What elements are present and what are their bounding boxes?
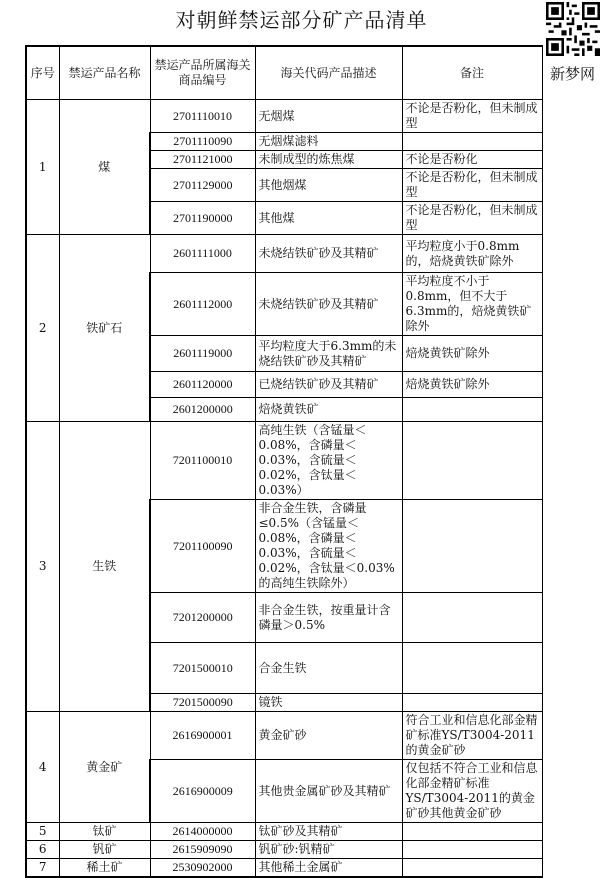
product-name-cell: 煤 [59,100,150,235]
note-cell: 不论是否粉化 [402,151,542,169]
note-cell [402,643,542,694]
code-cell: 2601120000 [150,372,255,398]
code-cell: 2601119000 [150,336,255,372]
code-cell: 2614000000 [150,823,255,841]
code-cell: 2616900001 [150,712,255,760]
table-row [26,841,542,859]
code-cell: 2601200000 [150,398,255,422]
table-row [26,235,542,273]
seq-cell: 4 [26,712,59,823]
note-cell: 平均粒度不小于0.8mm，但不大于6.3mm的，焙烧黄铁矿除外 [402,273,542,336]
code-cell: 7201200000 [150,593,255,643]
table-header-row [26,46,542,100]
header-seq: 序号 [26,46,59,100]
note-cell [402,859,542,878]
page-title: 对朝鲜禁运部分矿产品清单 [175,8,428,32]
product-name-cell: 铁矿石 [59,235,150,422]
note-cell [402,694,542,712]
qr-code-icon [546,2,600,56]
note-cell [402,133,542,151]
desc-cell: 合金生铁 [255,643,402,694]
seq-cell: 7 [26,859,59,878]
desc-cell: 镜铁 [255,694,402,712]
note-cell [402,500,542,593]
note-cell: 符合工业和信息化部金精矿标准YS/T3004-2011的黄金矿砂 [402,712,542,760]
header-note: 备注 [402,46,542,100]
brand-label: 新梦网 [549,65,595,83]
product-name-cell: 稀土矿 [59,859,150,878]
product-name-cell: 黄金矿 [59,712,150,823]
note-cell: 焙烧黄铁矿除外 [402,336,542,372]
desc-cell: 钛矿砂及其精矿 [255,823,402,841]
desc-cell: 无烟煤 [255,100,402,133]
desc-cell: 其他贵金属矿砂及其精矿 [255,760,402,823]
desc-cell: 已烧结铁矿砂及其精矿 [255,372,402,398]
code-cell: 2701129000 [150,169,255,202]
code-cell: 2616900009 [150,760,255,823]
code-cell: 2601111000 [150,235,255,273]
desc-cell: 钒矿砂:钒精矿 [255,841,402,859]
note-cell [402,841,542,859]
desc-cell: 黄金矿砂 [255,712,402,760]
code-cell: 7201500010 [150,643,255,694]
seq-cell: 3 [26,422,59,712]
desc-cell: 其他稀土金属矿 [255,859,402,878]
table-row [26,823,542,841]
note-cell [402,398,542,422]
note-cell: 焙烧黄铁矿除外 [402,372,542,398]
code-cell: 2615909090 [150,841,255,859]
desc-cell: 其他烟煤 [255,169,402,202]
product-name-cell: 钛矿 [59,823,150,841]
code-cell: 2530902000 [150,859,255,878]
note-cell [402,422,542,500]
desc-cell: 焙烧黄铁矿 [255,398,402,422]
desc-cell: 未制成型的炼焦煤 [255,151,402,169]
desc-cell: 其他煤 [255,202,402,235]
code-cell: 2701110090 [150,133,255,151]
note-cell: 仅包括不符合工业和信息化部金精矿标准YS/T3004-2011的黄金矿砂其他黄金矿砂 [402,760,542,823]
header-name: 禁运产品名称 [59,46,150,100]
seq-cell: 6 [26,841,59,859]
code-cell: 2701110010 [150,100,255,133]
code-cell: 7201100010 [150,422,255,500]
code-cell: 2701121000 [150,151,255,169]
note-cell [402,593,542,643]
desc-cell: 非合金生铁，按重量计含磷量＞0.5% [255,593,402,643]
note-cell: 不论是否粉化，但未制成型 [402,202,542,235]
table-row [26,422,542,500]
product-name-cell: 钒矿 [59,841,150,859]
note-cell [402,823,542,841]
code-cell: 7201500090 [150,694,255,712]
seq-cell: 2 [26,235,59,422]
note-cell: 平均粒度小于0.8mm的，焙烧黄铁矿除外 [402,235,542,273]
code-cell: 2601112000 [150,273,255,336]
desc-cell: 未烧结铁矿砂及其精矿 [255,235,402,273]
product-table [25,45,543,878]
note-cell: 不论是否粉化，但未制成型 [402,169,542,202]
table-row [26,100,542,133]
product-name-cell: 生铁 [59,422,150,712]
desc-cell: 非合金生铁，含磷量≤0.5%（含锰量＜0.08%，含磷量＜0.03%，含硫量＜0.02%，含钛量＜0.03%的高纯生铁除外） [255,500,402,593]
desc-cell: 未烧结铁矿砂及其精矿 [255,273,402,336]
code-cell: 2701190000 [150,202,255,235]
header-code: 禁运产品所属海关商品编号 [150,46,255,100]
table-row [26,859,542,878]
header-desc: 海关代码产品描述 [255,46,402,100]
seq-cell: 1 [26,100,59,235]
note-cell: 不论是否粉化，但未制成型 [402,100,542,133]
code-cell: 7201100090 [150,500,255,593]
desc-cell: 高纯生铁（含锰量＜0.08%，含磷量＜0.03%，含硫量＜0.02%，含钛量＜0.03%） [255,422,402,500]
desc-cell: 无烟煤滤料 [255,133,402,151]
table-row [26,712,542,760]
desc-cell: 平均粒度大于6.3mm的未烧结铁矿砂及其精矿 [255,336,402,372]
seq-cell: 5 [26,823,59,841]
